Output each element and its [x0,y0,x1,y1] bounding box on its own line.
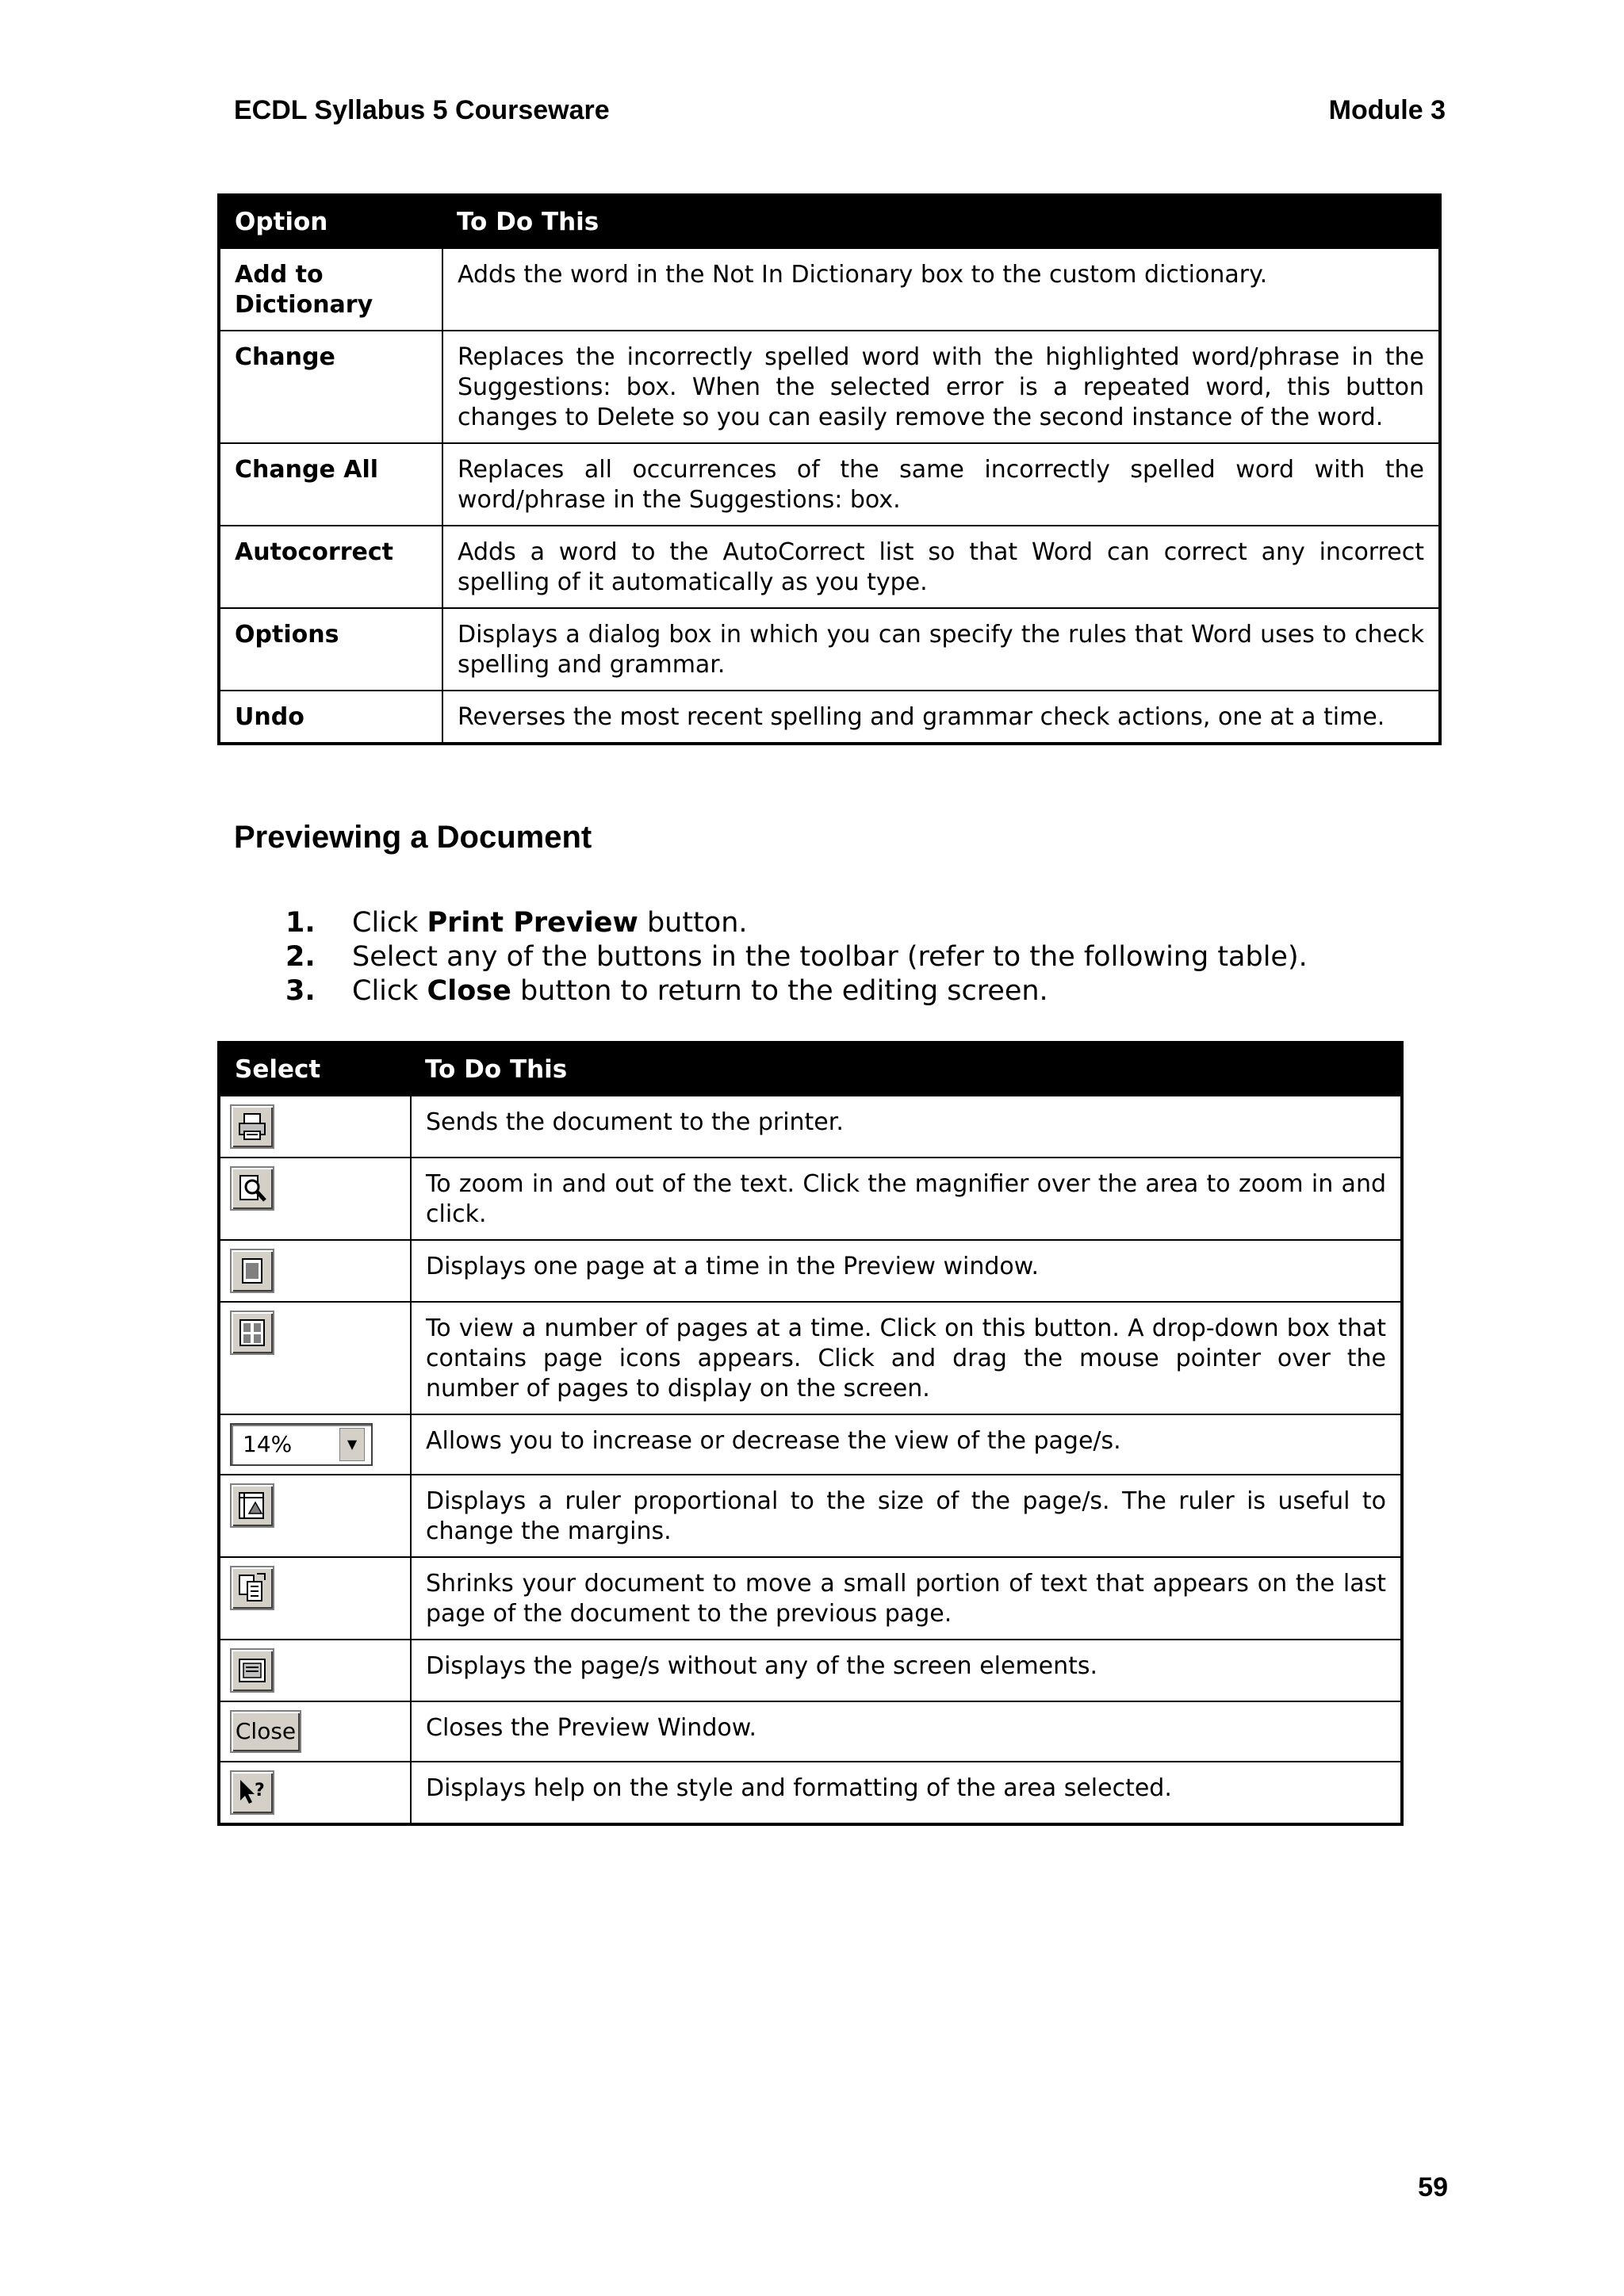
multiple-pages-icon[interactable] [230,1311,274,1355]
option-name: Options [219,608,442,691]
icon-cell [219,1557,411,1640]
column-header-option: Option [219,195,442,248]
icon-cell [219,1701,411,1762]
table-row [219,1762,1402,1824]
svg-text:?: ? [255,1781,265,1800]
action-description: Closes the Preview Window. [411,1701,1402,1762]
table-row [219,1414,1402,1475]
option-name: Change All [219,443,442,526]
table-row [219,1475,1402,1557]
step-text-pre: Click [352,975,427,1007]
icon-cell [219,1475,411,1557]
column-header-to-do-this: To Do This [411,1043,1402,1096]
option-description: Replaces all occurrences of the same incorrectly spelled word with the word/phrase in the Suggestions: box. [442,443,1440,526]
option-description: Displays a dialog box in which you can specify the rules that Word uses to check spelling and grammar. [442,608,1440,691]
ruler-icon[interactable] [230,1483,274,1528]
icon-cell [219,1240,411,1302]
action-description: Allows you to increase or decrease the view of the page/s. [411,1414,1402,1475]
icon-cell [219,1762,411,1824]
table-row [219,691,1440,744]
action-description: Displays one page at a time in the Preview window. [411,1240,1402,1302]
step-item [285,974,1308,1008]
action-description: Displays a ruler proportional to the size of the page/s. The ruler is useful to change the margins. [411,1475,1402,1557]
action-description: To zoom in and out of the text. Click the magnifier over the area to zoom in and click. [411,1158,1402,1240]
step-text-post: button to return to the editing screen. [511,975,1048,1007]
step-number: 1. [285,907,316,939]
shrink-to-fit-icon[interactable] [230,1566,274,1610]
zoom-value: 14% [243,1431,293,1457]
action-description: Displays help on the style and formatting of the area selected. [411,1762,1402,1824]
close-button[interactable]: Close [230,1710,301,1753]
table-row [219,526,1440,608]
running-header-module: Module 3 [1328,95,1446,125]
action-description: Sends the document to the printer. [411,1096,1402,1158]
option-name: Add to Dictionary [219,248,442,331]
option-description: Reverses the most recent spelling and grammar check actions, one at a time. [442,691,1440,744]
one-page-icon[interactable] [230,1249,274,1293]
icon-cell [219,1414,411,1475]
step-text-pre: Click [352,907,427,939]
action-description: Displays the page/s without any of the screen elements. [411,1640,1402,1701]
table-row [219,1701,1402,1762]
chevron-down-icon[interactable]: ▼ [339,1428,365,1461]
step-text [352,940,1308,974]
table-row [219,1557,1402,1640]
page-number: 59 [1418,2172,1448,2202]
action-description: Shrinks your document to move a small portion of text that appears on the last page of the document to the previous page. [411,1557,1402,1640]
full-screen-icon[interactable] [230,1648,274,1693]
table-row [219,1302,1402,1414]
print-preview-toolbar-table [217,1041,1404,1826]
option-description: Adds the word in the Not In Dictionary box to the custom dictionary. [442,248,1440,331]
steps-list [285,906,1308,1008]
table-row [219,331,1440,443]
table-row [219,1240,1402,1302]
table-row [219,1640,1402,1701]
context-help-icon[interactable] [230,1770,274,1815]
step-number: 2. [285,941,316,973]
spelling-options-table [217,193,1442,745]
icon-cell [219,1158,411,1240]
column-header-to-do-this: To Do This [442,195,1440,248]
step-text-bold: Close [427,975,511,1007]
icon-cell [219,1302,411,1414]
step-number: 3. [285,975,316,1007]
step-text [352,906,748,940]
icon-cell [219,1096,411,1158]
option-name: Autocorrect [219,526,442,608]
table-row [219,443,1440,526]
step-item [285,906,1308,940]
option-description: Replaces the incorrectly spelled word with the highlighted word/phrase in the Suggestions: box. When the selected error is a repeated word, this button changes to Delete so you can easily remove the second instance of the word. [442,331,1440,443]
step-text [352,974,1048,1008]
zoom-dropdown[interactable] [230,1423,373,1466]
print-icon[interactable] [230,1104,274,1149]
step-text-bold: Print Preview [427,907,638,939]
table-row [219,1096,1402,1158]
step-item [285,940,1308,974]
table-row [219,1158,1402,1240]
action-description: To view a number of pages at a time. Click on this button. A drop-down box that contains page icons appears. Click and drag the mouse pointer over the number of pages to display on the screen. [411,1302,1402,1414]
option-description: Adds a word to the AutoCorrect list so that Word can correct any incorrect spelling of it automatically as you type. [442,526,1440,608]
step-text-post: button. [638,907,748,939]
magnifier-icon[interactable] [230,1166,274,1211]
column-header-select: Select [219,1043,411,1096]
table-row [219,248,1440,331]
table-row [219,608,1440,691]
section-title: Previewing a Document [234,820,592,855]
option-name: Change [219,331,442,443]
option-name: Undo [219,691,442,744]
step-text-pre: Select any of the buttons in the toolbar (refer to the following table). [352,941,1308,973]
running-header-title: ECDL Syllabus 5 Courseware [234,95,610,125]
icon-cell [219,1640,411,1701]
